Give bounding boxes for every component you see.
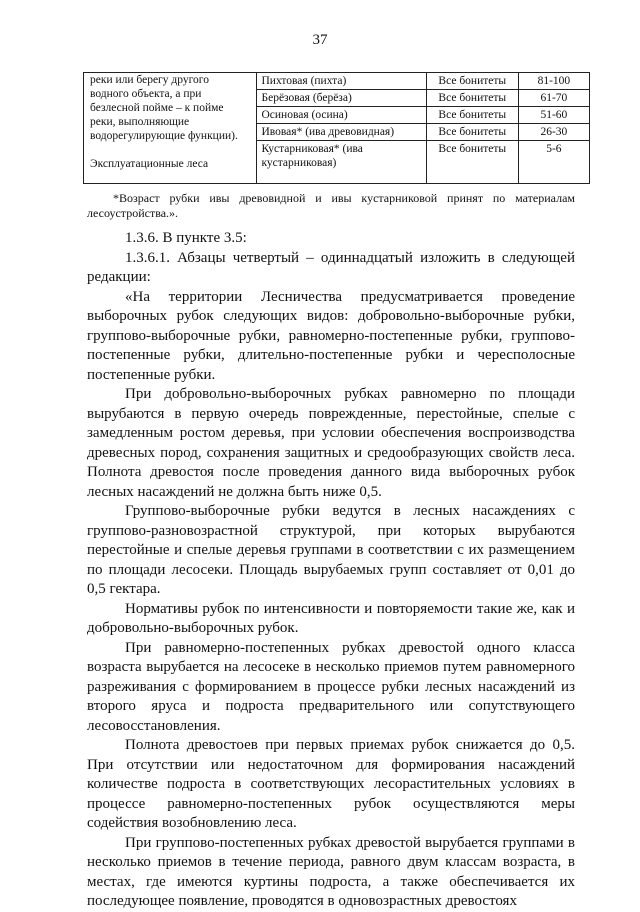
footnote [87,191,575,221]
bonitet-cell: Все бонитеты [426,107,518,124]
species-cell: Ивовая* (ива древовидная) [257,124,426,141]
paragraph: 1.3.6.1. Абзацы четвертый – одиннадцатый изложить в следующей редакции: [87,249,575,285]
purpose-text: реки или берегу другого водного объекта, а при безлесной пойме – к пойме реки, выполняющие водорегулирующие функции). [90,74,238,143]
age-cell: 51-60 [518,107,589,124]
paragraph: «На территории Лесничества предусматривается проведение выборочных рубок следующих видов: добровольно-выборочные рубки, группово-выборочные рубки, равномерно-постепенные рубки, группово-постепенные рубки, длительно-постепенные рубки и чересполосные постепенные рубки. [87,288,575,383]
paragraph: Нормативы рубок по интенсивности и повторяемости такие же, как и добровольно-выборочных рубок. [87,600,575,636]
table-row [84,73,590,90]
age-cell: 81-100 [518,73,589,90]
paragraph: При равномерно-постепенных рубках древостой одного класса возраста вырубается на лесосеке в несколько приемов путем равномерного разреживания с формированием в процессе рубки лесных насаждений из второго яруса и подроста предварительного или сопутствующего лесовосстановления. [87,639,575,734]
forest-type-text: Эксплуатационные леса [90,158,209,171]
species-cell: Кустарниковая* (ива кустарниковая) [257,141,426,184]
age-cell: 61-70 [518,90,589,107]
document-body [87,229,575,912]
bonitet-cell: Все бонитеты [426,124,518,141]
age-cell: 5-6 [518,141,589,184]
footnote-text: *Возраст рубки ивы древовидной и ивы кустарниковой принят по материалам лесоустройства.». [87,191,575,220]
paragraph: При добровольно-выборочных рубках равномерно по площади вырубаются в первую очередь поврежденные, перестойные, спелые с замедленным ростом деревья, при условии обеспечения воспроизводства древесных пород, сохранения защитных и средообразующих свойств леса. Полнота древостоя после проведения данного вида выборочных рубок лесных насаждений не должна быть ниже 0,5. [87,386,575,500]
paragraph: Группово-выборочные рубки ведутся в лесных насаждениях с группово-разновозрастной структурой, при которых вырубаются перестойные и спелые деревья группами в соответствии с их размещением по площади лесосеки. Площадь вырубаемых групп составляет от 0,01 до 0,5 гектара. [87,503,575,597]
bonitet-cell: Все бонитеты [426,90,518,107]
paragraph: Полнота древостоев при первых приемах рубок снижается до 0,5. При отсутствии или недостаточном для формирования насаждений количестве подроста в соответствующих лесорастительных условиях в процессе равномерно-постепенных рубок осуществляются меры содействия возобновлению леса. [87,737,575,831]
species-cell: Пихтовая (пихта) [257,73,426,90]
paragraph: 1.3.6. В пункте 3.5: [125,230,247,246]
species-cell: Берёзовая (берёза) [257,90,426,107]
paragraph: При группово-постепенных рубках древостой вырубается группами в несколько приемов в течение периода, равного двум классам возраста, в местах, где имеются куртины подроста, а также обеспечивается их последующее появление, проводятся в одновозрастных древостоях [87,834,575,909]
purpose-cell [84,73,257,184]
species-cell: Осиновая (осина) [257,107,426,124]
page-number: 37 [312,32,328,48]
age-cell: 26-30 [518,124,589,141]
bonitet-cell: Все бонитеты [426,73,518,90]
bonitet-cell: Все бонитеты [426,141,518,184]
species-age-table [83,72,590,184]
